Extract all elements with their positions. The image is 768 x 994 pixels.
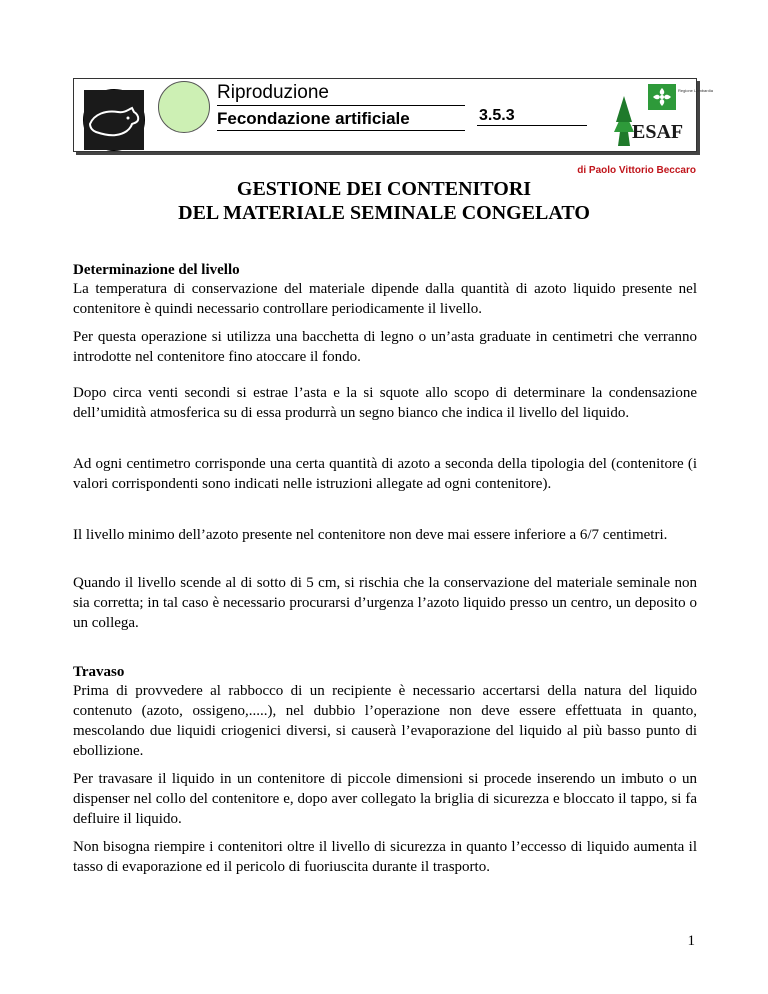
section-code-rule: [477, 125, 587, 126]
paragraph: Per travasare il liquido in un contenitore di piccole dimensioni si procede inserendo un imbuto o un dispenser nel collo del contenitore e, dopo aver collegato la briglia di sicurezza e bloccato il tappo, si fa defluire il liquido.: [73, 771, 697, 827]
paragraph: La temperatura di conservazione del materiale dipende dalla quantità di azoto liquido presente nel contenitore è quindi necessario controllare periodicamente il livello.: [73, 281, 697, 317]
logo-small-text: Regione Lombardia: [678, 88, 713, 93]
header-rule: [217, 130, 465, 131]
section-heading: Determinazione del livello: [73, 262, 240, 278]
author-credit: di Paolo Vittorio Beccaro: [577, 165, 696, 176]
header-category: Riproduzione: [217, 82, 329, 103]
pig-icon: [83, 89, 145, 151]
header-rule: [217, 105, 465, 106]
header-subcategory: Fecondazione artificiale: [217, 109, 410, 128]
paragraph: Ad ogni centimetro corrisponde una certa quantità di azoto a seconda della tipologia del (contenitore (i valori corrispondenti sono indicati nelle istruzioni allegate ad ogni contenitore).: [73, 456, 697, 492]
paragraph: Dopo circa venti secondi si estrae l’asta e la si squote allo scopo di determinare la condensazione dell’umidità atmosferica su di essa produrrà un segno bianco che indica il livello del liquido.: [73, 385, 697, 421]
paragraph: Per questa operazione si utilizza una bacchetta di legno o un’asta graduate in centimetri che verranno introdotte nel contenitore fino atoccare il fondo.: [73, 329, 697, 365]
document-title-line1: GESTIONE DEI CONTENITORI: [236, 178, 532, 200]
header-box: [73, 78, 713, 152]
green-circle-decoration: [158, 81, 210, 133]
paragraph: Prima di provvedere al rabbocco di un recipiente è necessario accertarsi della natura del liquido contenuto (azoto, ossigeno,.....), nel dubbio l’operazione non deve essere effettuata in quanto, mescolando due liquidi criogenici diversi, si causerà l’evaporazione del liquido al più basso punto di ebollizione.: [73, 683, 697, 759]
paragraph: Il livello minimo dell’azoto presente nel contenitore non deve mai essere inferiore a 6/7 centimetri.: [73, 527, 668, 543]
page-number: 1: [687, 933, 695, 949]
document-title-line2: DEL MATERIALE SEMINALE CONGELATO: [178, 202, 590, 224]
esaf-logo: [610, 82, 713, 148]
section-heading: Travaso: [73, 664, 125, 680]
paragraph: Quando il livello scende al di sotto di 5 cm, si rischia che la conservazione del materiale seminale non sia corretta; in tal caso è necessario procurarsi d’urgenza l’azoto liquido presso un centro, un deposito o un collega.: [73, 575, 697, 631]
logo-text: ESAF: [632, 121, 684, 143]
section-code: 3.5.3: [479, 107, 515, 124]
paragraph: Non bisogna riempire i contenitori oltre il livello di sicurezza in quanto l’eccesso di liquido aumenta il tasso di evaporazione ed il pericolo di fuoriuscita durante il trasporto.: [73, 839, 697, 875]
